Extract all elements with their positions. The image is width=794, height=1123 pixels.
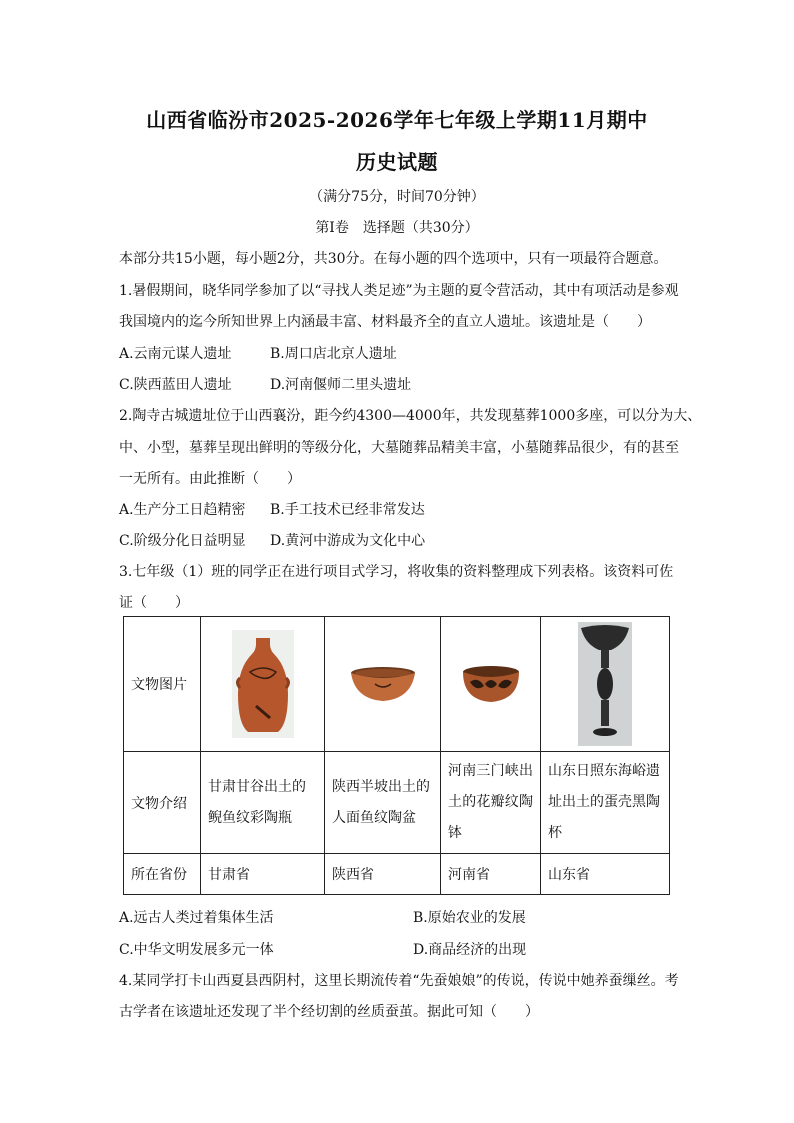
relic-intro: 陕西半坡出土的人面鱼纹陶盆 (325, 752, 441, 854)
q2-option-a: A.生产分工日趋精密 (119, 502, 246, 518)
q2-stem-line2: 中、小型，墓葬呈现出鲜明的等级分化，大墓随葬品精美丰富，小墓随葬品很少，有的甚至 (119, 440, 679, 456)
q2-stem-line3: 一无所有。由此推断（ ） (119, 471, 301, 487)
q1-option-c: C.陕西蓝田人遗址 (119, 377, 232, 393)
eggshell-black-pottery-cup-icon (548, 622, 662, 746)
pottery-basin-icon (332, 666, 433, 702)
relic-province: 甘肃省 (201, 854, 325, 895)
exam-title-line2: 历史试题 (356, 150, 438, 174)
relic-image-cell (441, 617, 541, 752)
q4-stem-line2: 古学者在该遗址还发现了半个经切割的丝质蚕茧。据此可知（ ） (119, 1004, 539, 1020)
row-label-intro: 文物介绍 (124, 752, 201, 854)
table-row (124, 854, 670, 895)
q1-option-b: B.周口店北京人遗址 (270, 346, 397, 362)
relic-image-cell (325, 617, 441, 752)
instructions: 本部分共15小题，每小题2分，共30分。在每小题的四个选项中，只有一项最符合题意。 (119, 251, 668, 267)
relic-intro: 山东日照东海峪遗址出土的蛋壳黑陶杯 (541, 752, 670, 854)
q4-stem-line1: 4.某同学打卡山西夏县西阴村，这里长期流传着“先蚕娘娘”的传说，传说中她养蚕缫丝。考 (119, 973, 679, 989)
relic-image-cell (201, 617, 325, 752)
q1-option-a: A.云南元谋人遗址 (119, 346, 232, 362)
q1-stem-line2: 我国境内的迄今所知世界上内涵最丰富、材料最齐全的直立人遗址。该遗址是（ ） (119, 314, 651, 330)
section-heading: 第Ⅰ卷 选择题（共30分） (315, 220, 479, 236)
q3-option-c: C.中华文明发展多元一体 (119, 942, 274, 958)
q2-option-d: D.黄河中游成为文化中心 (270, 533, 426, 549)
pottery-bowl-icon (448, 664, 533, 704)
relic-province: 陕西省 (325, 854, 441, 895)
row-label-province: 所在省份 (124, 854, 201, 895)
score-time: （满分75分，时间70分钟） (309, 189, 485, 205)
q2-option-c: C.阶级分化日益明显 (119, 533, 246, 549)
row-label-images: 文物图片 (124, 617, 201, 752)
q2-stem-line1: 2.陶寺古城遗址位于山西襄汾，距今约4300—4000年，共发现墓葬1000多座，可以分为大、 (119, 408, 702, 424)
q3-option-a: A.远古人类过着集体生活 (119, 910, 274, 926)
q2-option-b: B.手工技术已经非常发达 (270, 502, 425, 518)
q1-stem-line1: 1.暑假期间，晓华同学参加了以“寻找人类足迹”为主题的夏令营活动，其中有项活动是参观 (119, 283, 679, 299)
q3-stem-line2: 证（ ） (119, 595, 189, 611)
q3-stem-line1: 3.七年级（1）班的同学正在进行项目式学习，将收集的资料整理成下列表格。该资料可佐 (119, 564, 674, 580)
relic-province: 山东省 (541, 854, 670, 895)
relics-table (123, 616, 670, 895)
relic-image-cell (541, 617, 670, 752)
q3-option-d: D.商品经济的出现 (413, 942, 527, 958)
q3-option-b: B.原始农业的发展 (413, 910, 526, 926)
relic-province: 河南省 (441, 854, 541, 895)
painted-pottery-bottle-icon (208, 630, 317, 738)
relic-intro: 甘肃甘谷出土的鲵鱼纹彩陶瓶 (201, 752, 325, 854)
relic-intro: 河南三门峡出土的花瓣纹陶钵 (441, 752, 541, 854)
table-row (124, 617, 670, 752)
exam-title-line1: 山西省临汾市2025-2026学年七年级上学期11月期中 (146, 108, 648, 132)
q1-option-d: D.河南偃师二里头遗址 (270, 377, 412, 393)
table-row (124, 752, 670, 854)
